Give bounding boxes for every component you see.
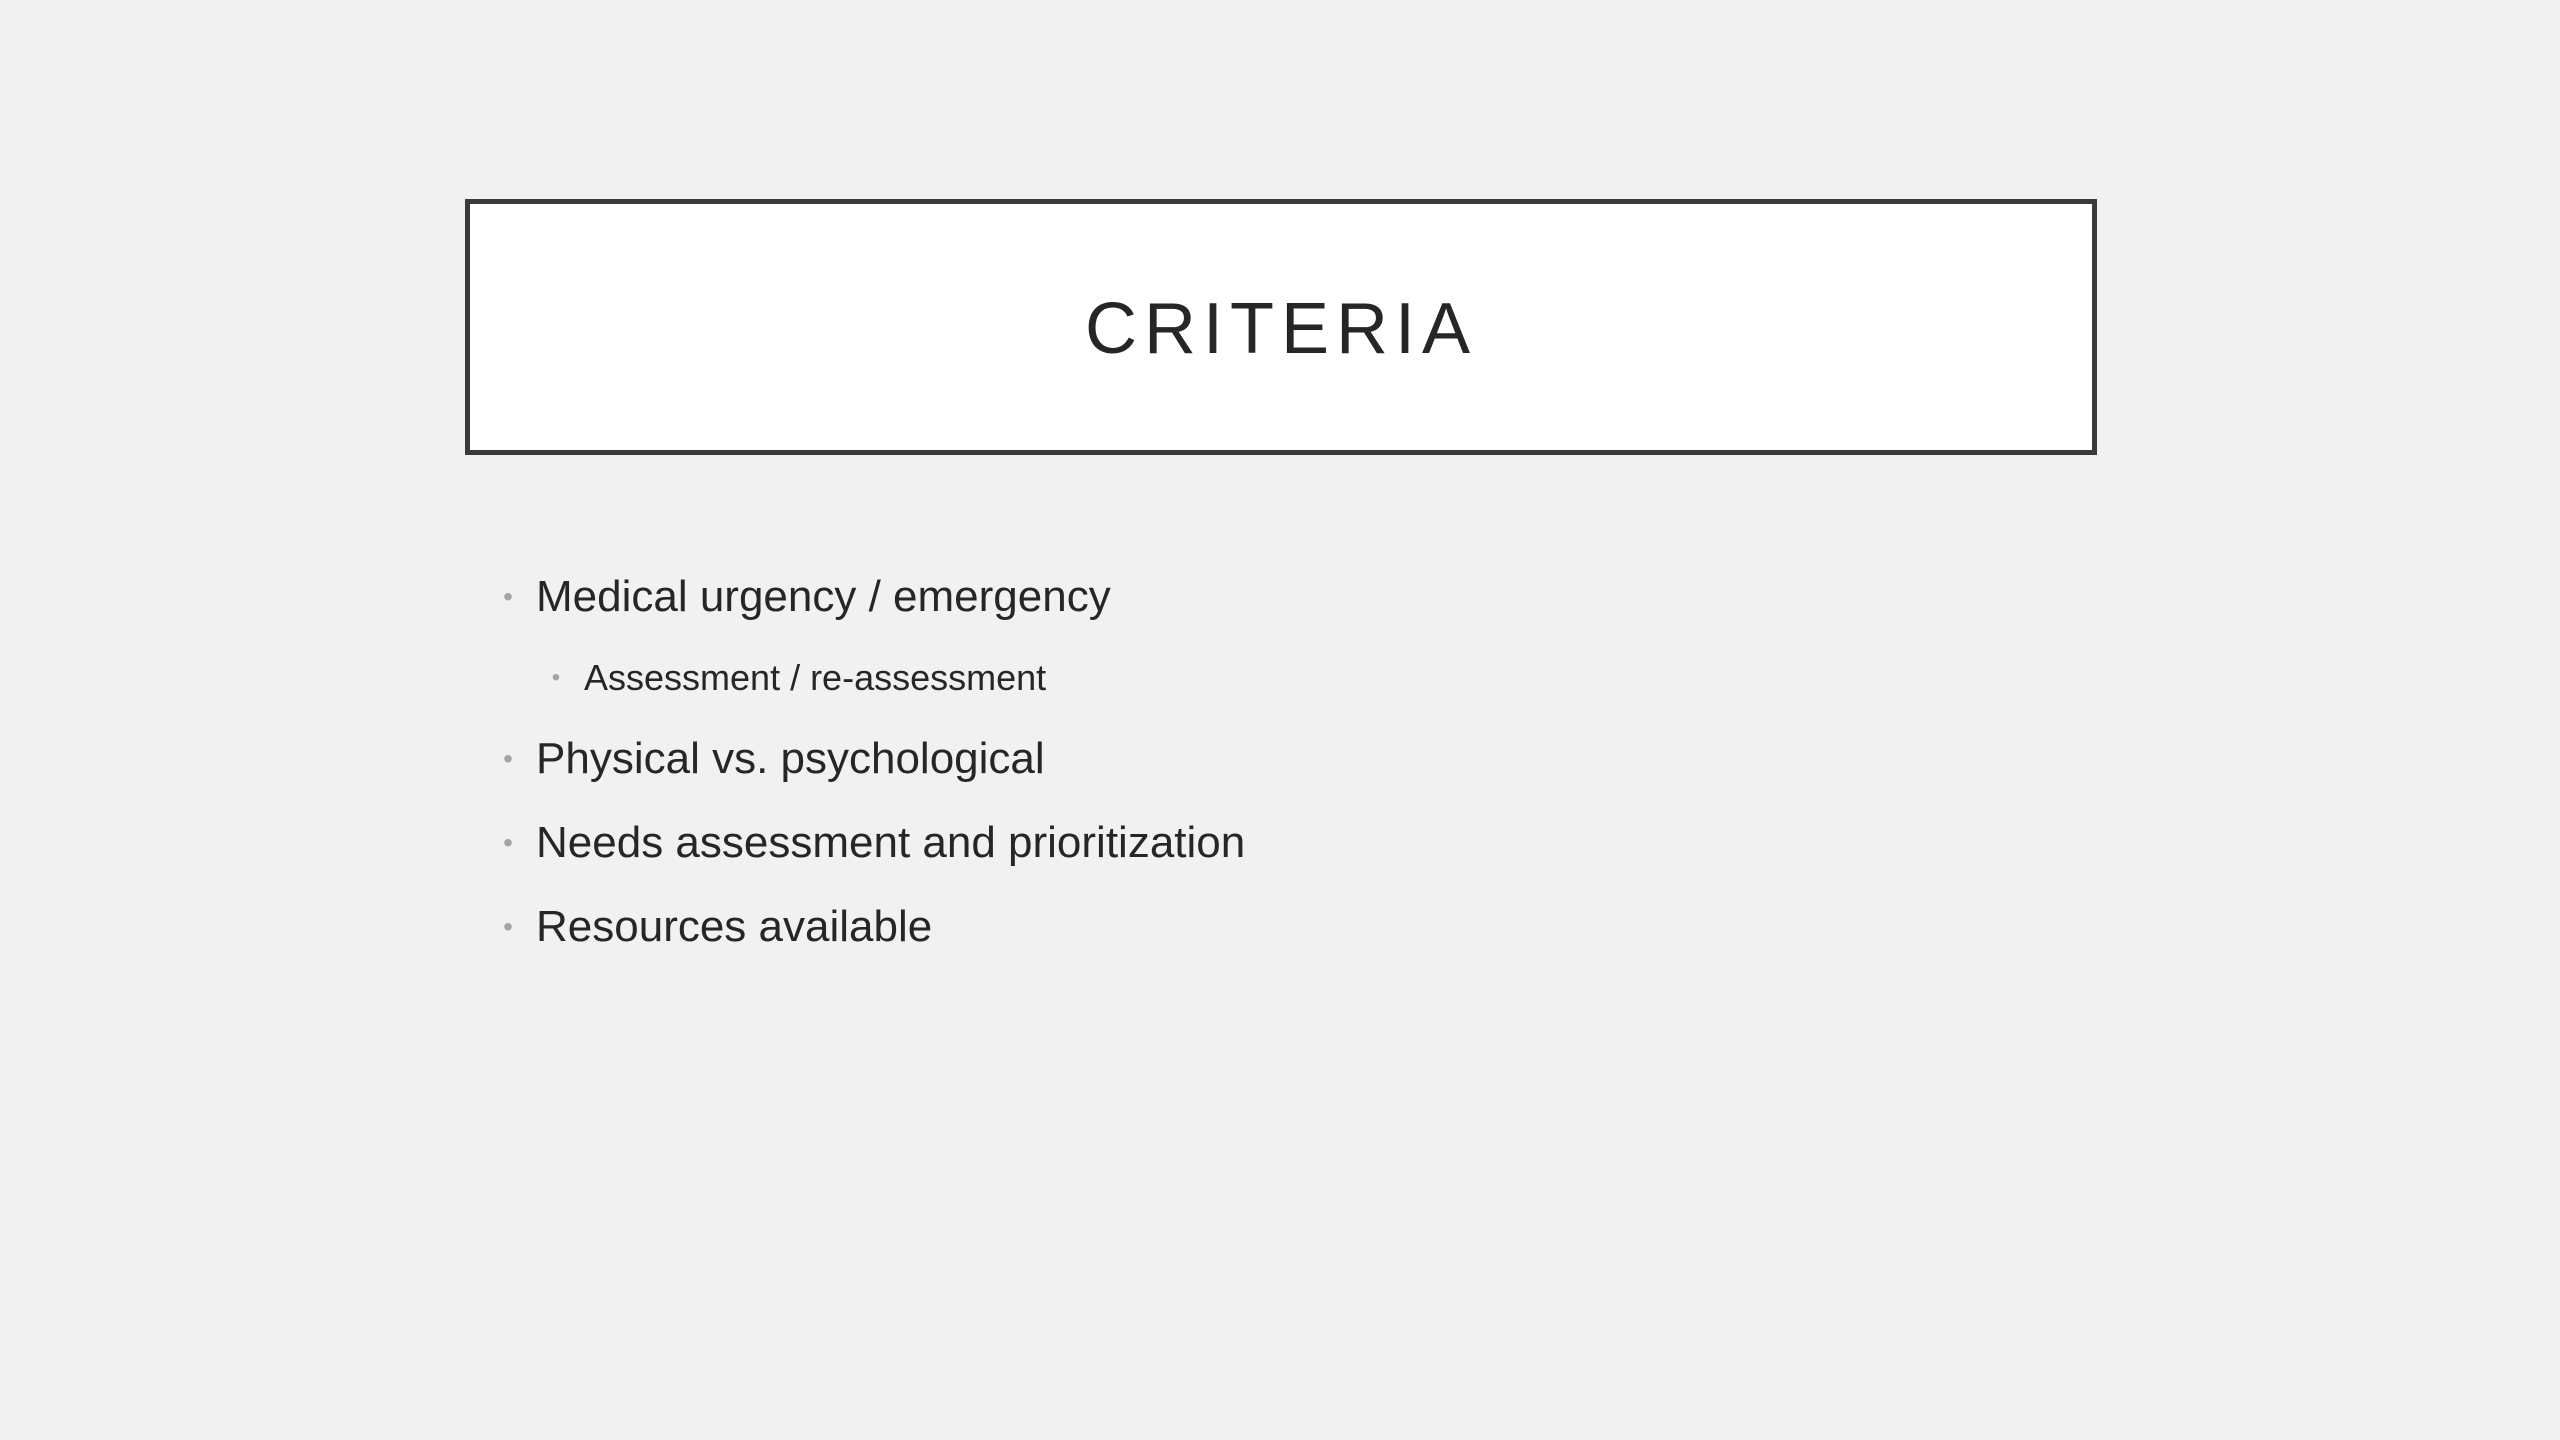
bullet-marker-icon: •: [503, 743, 513, 774]
bullet-item: [480, 801, 2080, 885]
bullet-marker-icon: •: [503, 827, 513, 858]
sub-bullet-item: [528, 639, 2080, 717]
bullet-text: Needs assessment and prioritization: [536, 818, 1246, 867]
slide-title: CRITERIA: [1084, 289, 1478, 369]
title-box[interactable]: [465, 199, 2097, 455]
bullet-item: [480, 717, 2080, 801]
bullet-item: [480, 885, 2080, 969]
bullet-text: Physical vs. psychological: [536, 734, 1045, 783]
bullet-text: Assessment / re-assessment: [584, 657, 1047, 698]
bullet-list: [480, 555, 2080, 969]
bullet-text: Medical urgency / emergency: [536, 572, 1111, 621]
bullet-marker-icon: •: [503, 581, 513, 612]
bullet-item: [480, 555, 2080, 639]
bullet-text: Resources available: [536, 902, 933, 951]
bullet-marker-icon: •: [551, 664, 561, 691]
bullet-marker-icon: •: [503, 911, 513, 942]
